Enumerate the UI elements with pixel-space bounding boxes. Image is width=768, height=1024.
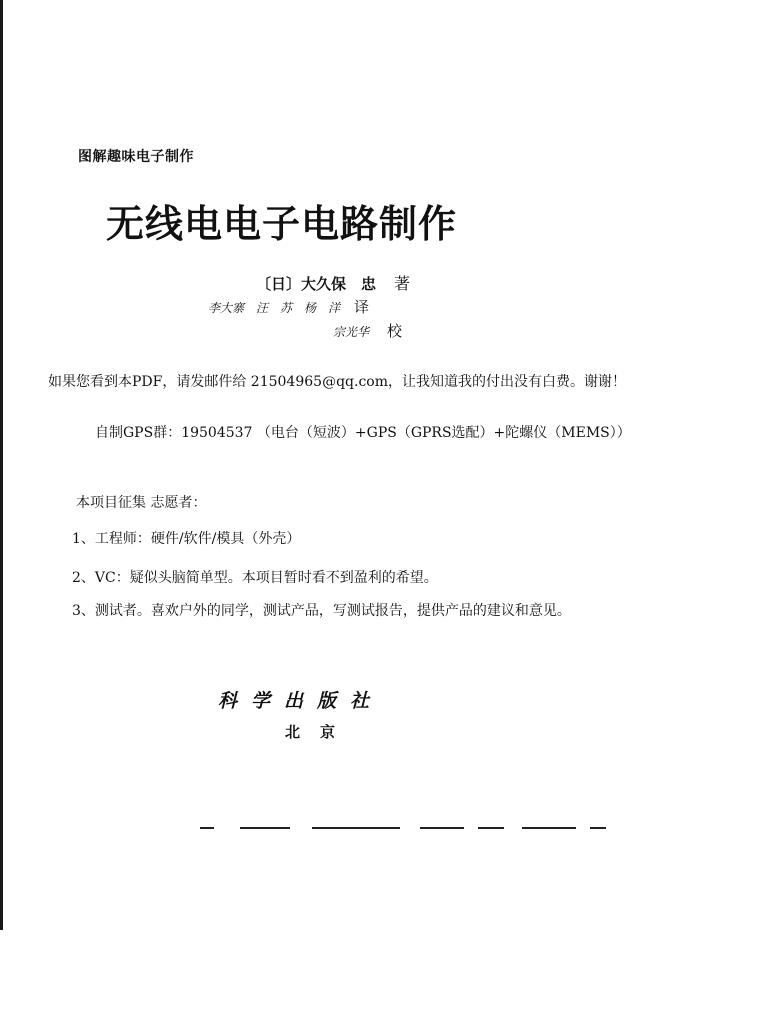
author-line <box>256 271 410 294</box>
recruit-heading: 本项目征集 志愿者： <box>76 495 207 511</box>
divider-segment <box>590 827 606 829</box>
divider-segment <box>200 827 214 829</box>
gps-group-text: 自制GPS群：19504537 （电台（短波）+GPS（GPRS选配）+陀螺仪（MEMS）） <box>95 425 631 441</box>
divider-segment <box>240 827 290 829</box>
author-role: 著 <box>394 274 411 293</box>
translators-line <box>208 296 369 317</box>
proofreader-line <box>333 320 402 341</box>
divider-segment <box>522 827 576 829</box>
publisher-city: 北京 <box>285 723 356 741</box>
recruit-item: 1、工程师：硬件/软件/模具（外壳） <box>72 531 301 547</box>
author-name: 〔日〕大久保 忠 <box>256 275 377 293</box>
translator-names: 李大寨 汪 苏 杨 洋 <box>208 301 341 315</box>
recruit-item: 3、测试者。喜欢户外的同学，测试产品，写测试报告，提供产品的建议和意见。 <box>72 603 571 619</box>
recruit-item: 2、VC：疑似头脑简单型。本项目暂时看不到盈利的希望。 <box>72 570 438 586</box>
book-title: 无线电电子电路制作 <box>106 201 458 246</box>
divider-segment <box>478 827 504 829</box>
divider-segment <box>312 827 400 829</box>
scan-edge <box>0 0 3 930</box>
proofreader-name: 宗光华 <box>333 325 370 339</box>
translator-role: 译 <box>354 298 370 316</box>
notice-text: 如果您看到本PDF，请发邮件给 21504965@qq.com，让我知道我的付出没有白费。谢谢！ <box>48 374 626 390</box>
series-title: 图解趣味电子制作 <box>78 149 194 165</box>
divider-segment <box>420 827 464 829</box>
publisher-name: 科学出版社 <box>218 690 384 712</box>
proofreader-role: 校 <box>387 322 403 340</box>
